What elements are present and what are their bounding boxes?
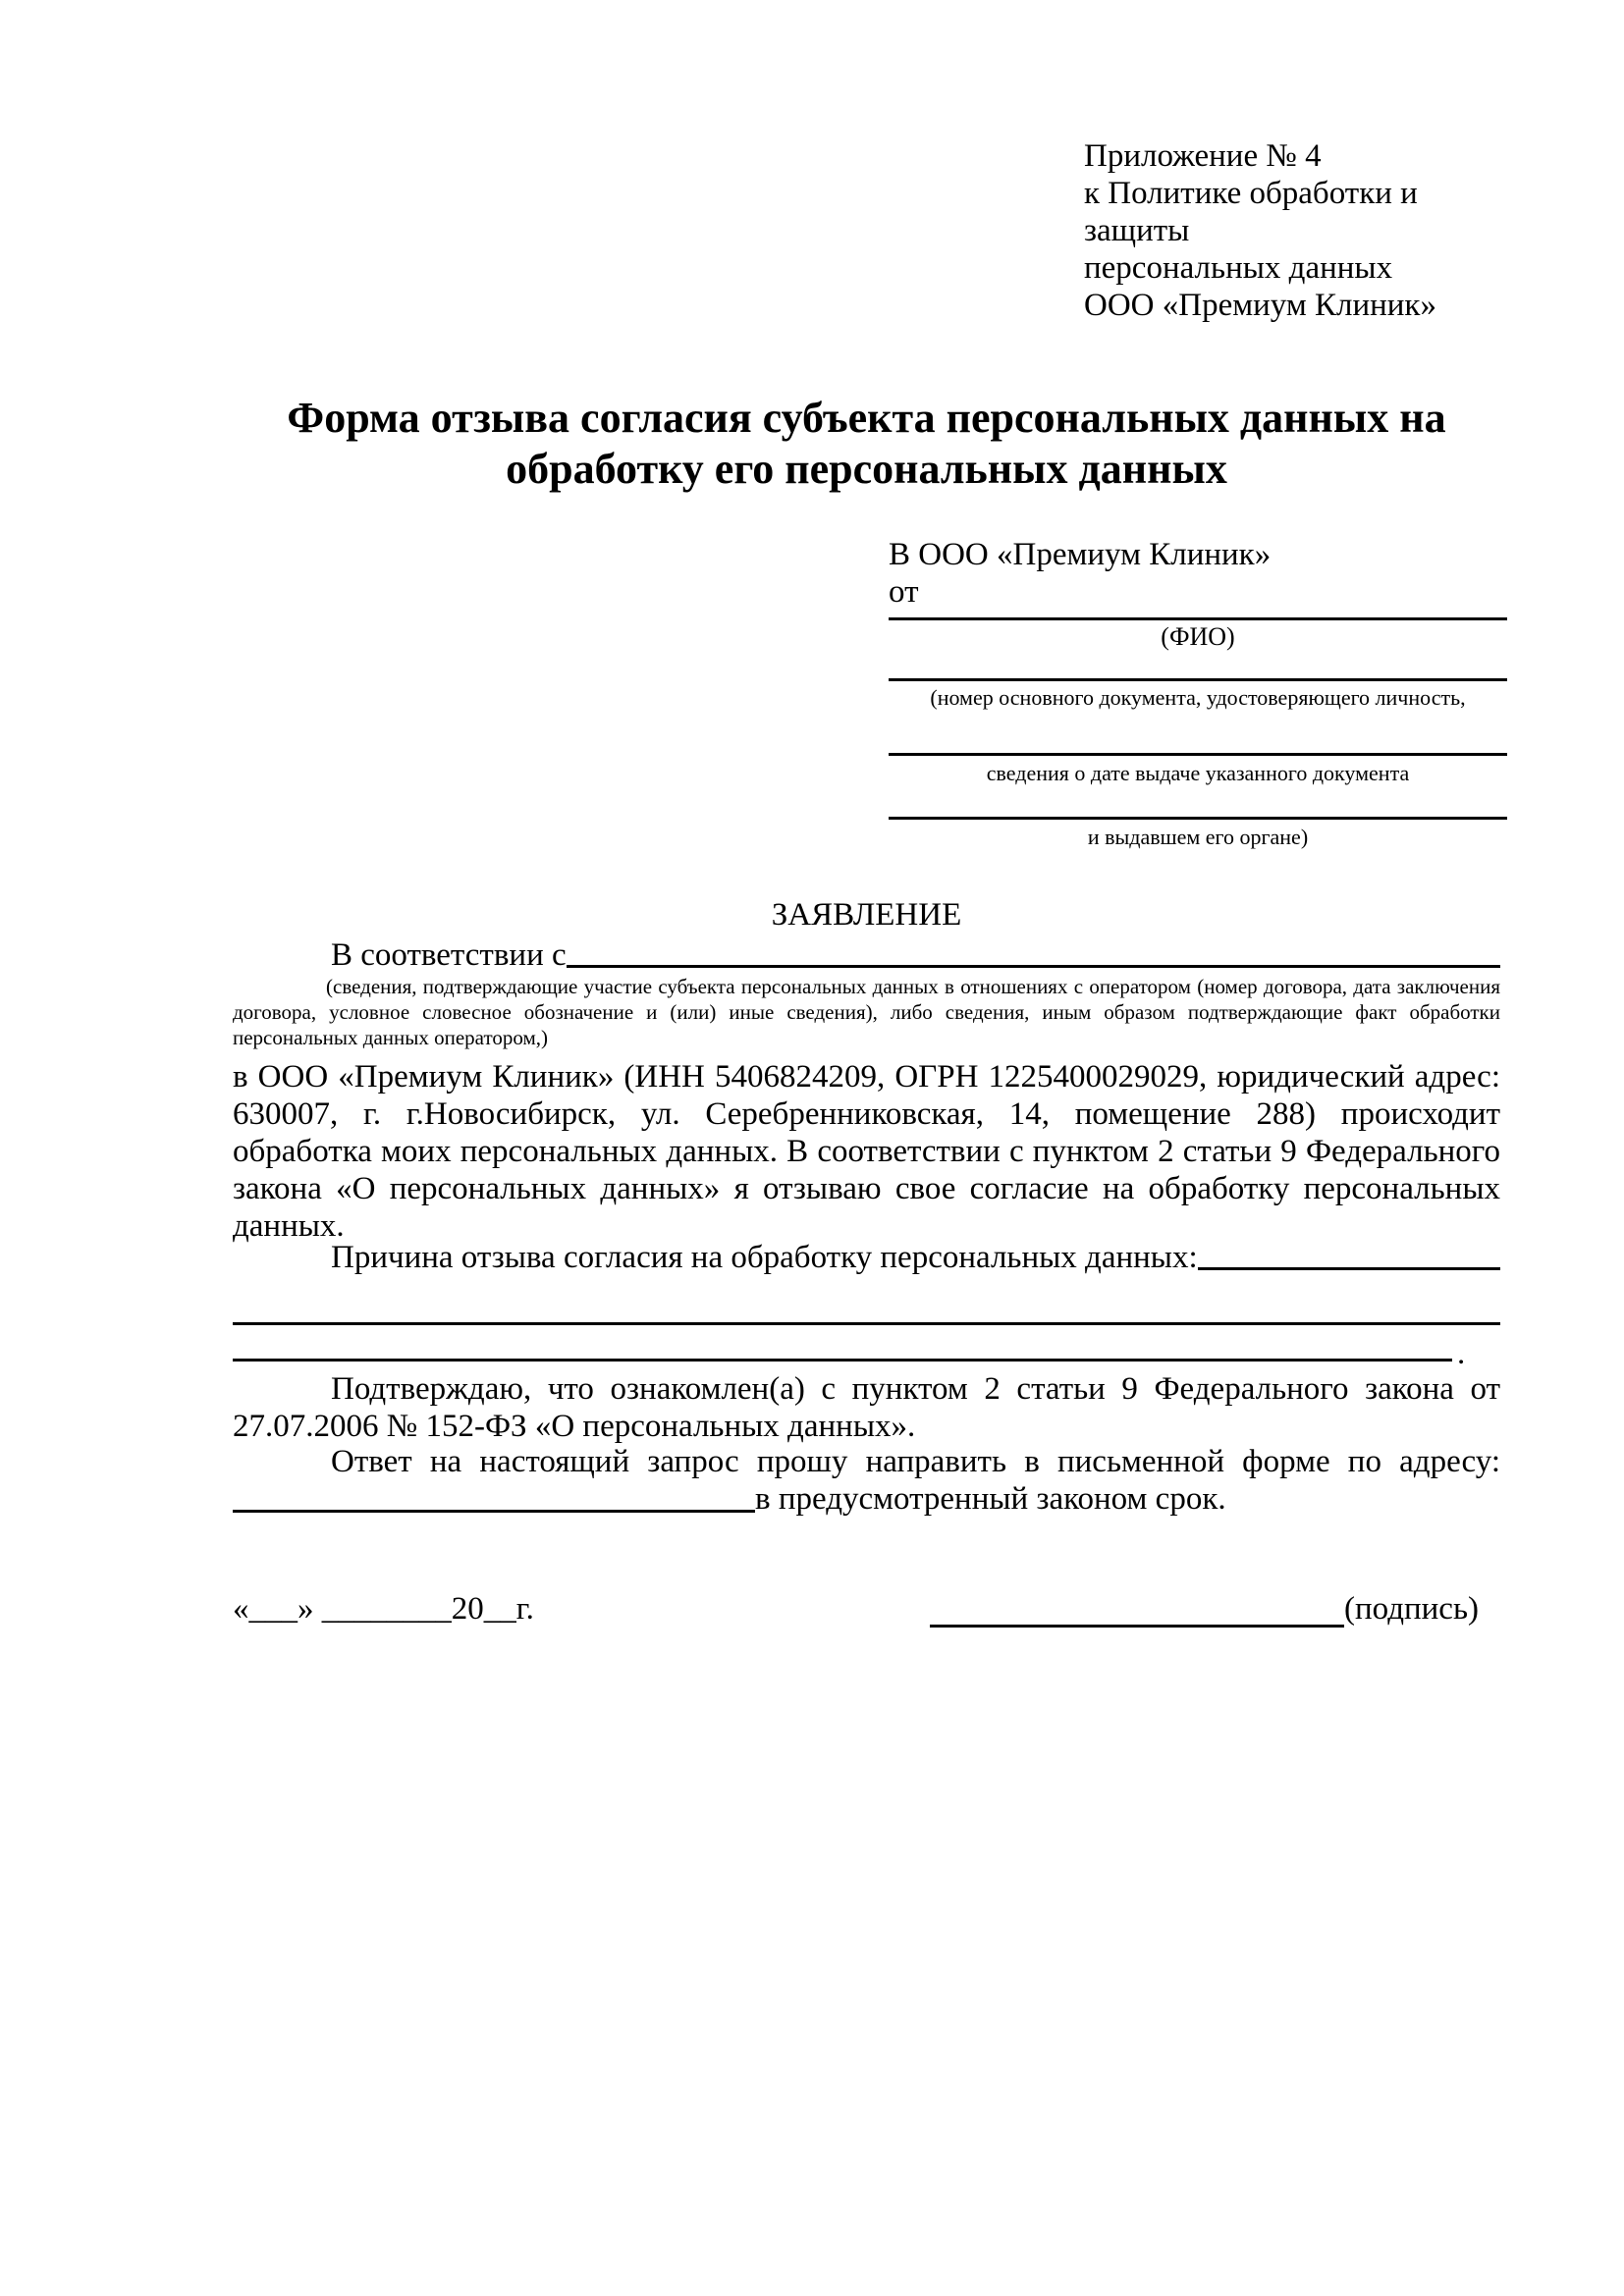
appendix-line-4: ООО «Премиум Клиник» bbox=[1084, 288, 1436, 323]
reason-line bbox=[233, 1239, 1500, 1276]
document-number-caption: (номер основного документа, удостоверяющего личность, bbox=[930, 685, 1466, 710]
reason-line-terminator: . bbox=[1457, 1336, 1466, 1371]
reply-suffix: в предусмотренный законом срок. bbox=[755, 1481, 1226, 1517]
reply-address-blank-line bbox=[233, 1480, 755, 1513]
issuing-authority-caption: и выдавшем его органе) bbox=[1087, 825, 1309, 849]
fio-caption: (ФИО) bbox=[1161, 622, 1235, 651]
paragraph-indent bbox=[233, 936, 331, 974]
accordance-footnote: (сведения, подтверждающие участие субъекта персональных данных в отношениях с оператором (номер договора, дата заключения договора, условное словесное обозначение и (или) иные сведения), либо сведения, иным образом подтверждающие факт обработки персональных данных оператором,) bbox=[233, 975, 1500, 1049]
addressee-to-line: В ООО «Премиум Клиник» bbox=[889, 537, 1272, 572]
signature-caption: (подпись) bbox=[1344, 1591, 1479, 1627]
accordance-prefix: В соответствии с bbox=[331, 937, 567, 973]
reason-prefix: Причина отзыва согласия на обработку персональных данных: bbox=[331, 1240, 1198, 1275]
confirmation-paragraph: Подтверждаю, что ознакомлен(а) с пунктом 2 статьи 9 Федерального закона от 27.07.2006 № 152-ФЗ «О персональных данных». bbox=[233, 1371, 1500, 1444]
document-number-blank-line bbox=[889, 678, 1507, 681]
date-line: «___» ________20__г. bbox=[233, 1591, 534, 1627]
issue-date-caption: сведения о дате выдаче указанного документа bbox=[986, 761, 1410, 785]
appendix-line-1: Приложение № 4 bbox=[1084, 138, 1322, 174]
fio-blank-line bbox=[889, 617, 1507, 620]
accordance-blank-line bbox=[567, 936, 1500, 968]
body-paragraph: в ООО «Премиум Клиник» (ИНН 5406824209, ОГРН 1225400029029, юридический адрес: 630007, г. г.Новосибирск, ул. Серебренниковская, 14, помещение 288) происходит обработка моих персональных данных. В соответствии с пунктом 2 статьи 9 Федерального закона «О персональных данных» я отзываю свое согласие на обработку персональных данных. bbox=[233, 1059, 1500, 1244]
issue-date-blank-line bbox=[889, 753, 1507, 756]
accordance-line bbox=[233, 936, 1500, 974]
issuing-authority-blank-line bbox=[889, 817, 1507, 820]
signature-blank-line bbox=[930, 1593, 1344, 1628]
reason-blank-line bbox=[1198, 1239, 1500, 1270]
paragraph-indent bbox=[233, 1239, 331, 1276]
reply-paragraph: Ответ на настоящий запрос прошу направить в письменной форме по адресу: bbox=[331, 1444, 1500, 1479]
date-signature-row bbox=[233, 1590, 1500, 1628]
appendix-line-2: к Политике обработки и защиты bbox=[1084, 176, 1418, 248]
reason-blank-line-2 bbox=[233, 1322, 1500, 1325]
document-title: Форма отзыва согласия субъекта персональных данных на обработку его персональных данных bbox=[287, 394, 1446, 493]
appendix-line-3: персональных данных bbox=[1084, 250, 1393, 286]
appendix-block bbox=[1084, 137, 1516, 324]
addressee-from-line: от bbox=[889, 574, 919, 610]
reply-address-line bbox=[233, 1480, 1500, 1518]
reason-blank-line-3 bbox=[233, 1359, 1452, 1362]
signature-group bbox=[930, 1590, 1479, 1628]
statement-heading: ЗАЯВЛЕНИЕ bbox=[771, 897, 962, 933]
